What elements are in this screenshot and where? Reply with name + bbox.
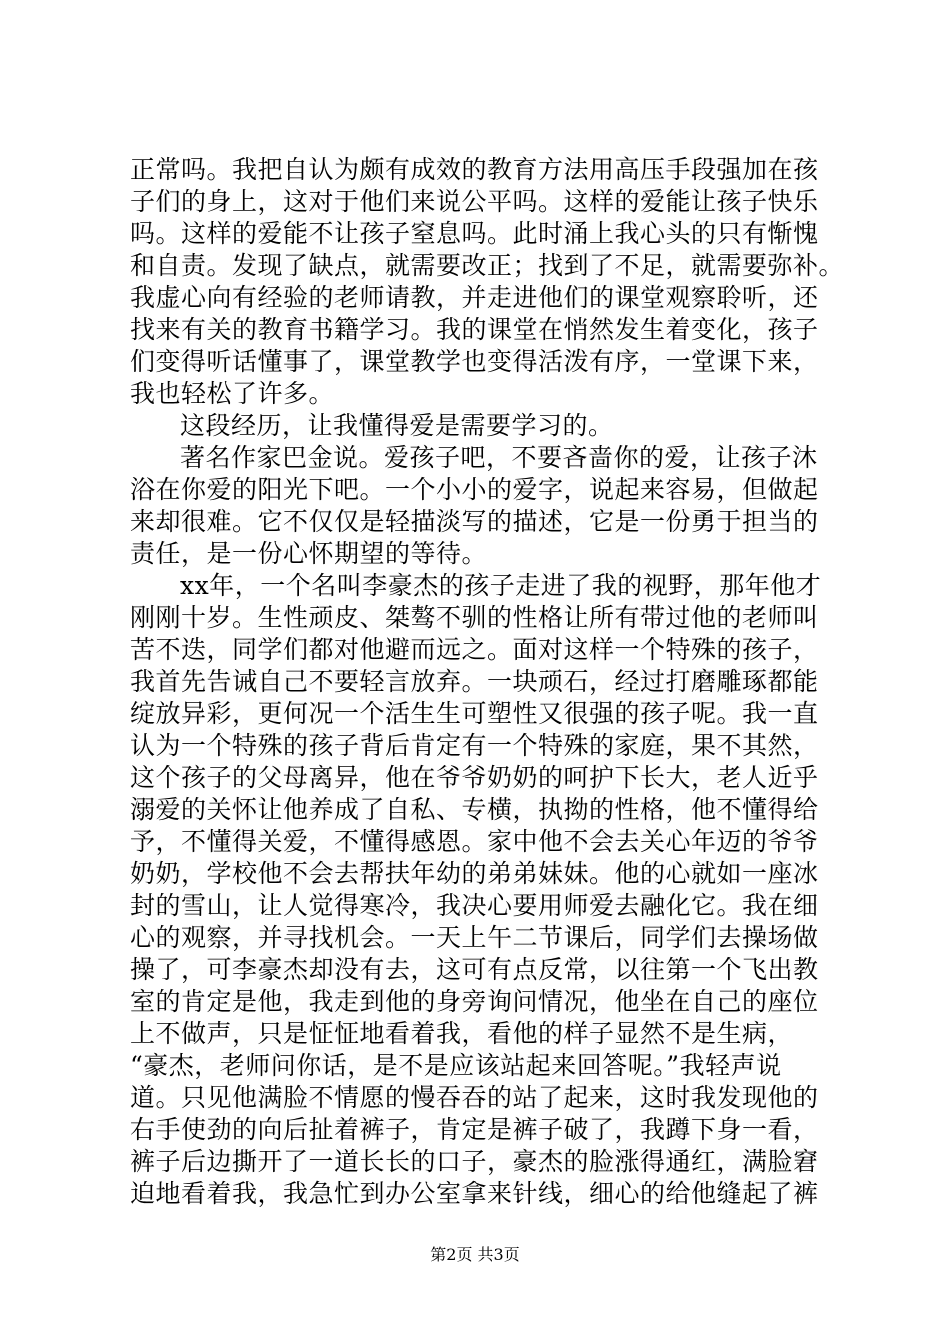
text-line: “豪杰，老师问你话，是不是应该站起来回答呢。”我轻声说 — [130, 1051, 782, 1080]
text-line: 予，不懂得关爱，不懂得感恩。家中他不会去关心年迈的爷爷 — [130, 827, 819, 856]
body-text — [130, 154, 850, 1210]
paragraph-start-line: xx年，一个名叫李豪杰的孩子走进了我的视野，那年他才 — [180, 571, 822, 600]
text-line: 奶奶，学校他不会去帮扶年幼的弟弟妹妹。他的心就如一座冰 — [130, 859, 819, 888]
text-line: 绽放异彩，更何况一个活生生可塑性又很强的孩子呢。我一直 — [130, 699, 819, 728]
page-footer: 第2页 共3页 — [430, 1245, 520, 1264]
text-line: 上不做声，只是怔怔地看着我，看他的样子显然不是生病， — [130, 1019, 794, 1048]
text-line: 来却很难。它不仅仅是轻描淡写的描述，它是一份勇于担当的 — [130, 507, 819, 536]
text-line: 我虚心向有经验的老师请教，并走进他们的课堂观察聆听，还 — [130, 283, 819, 312]
text-line: 认为一个特殊的孩子背后肯定有一个特殊的家庭，果不其然， — [130, 731, 819, 760]
paragraph-start-line: 著名作家巴金说。爱孩子吧，不要吝啬你的爱，让孩子沐 — [180, 443, 818, 472]
text-line: 右手使劲的向后扯着裤子，肯定是裤子破了，我蹲下身一看， — [130, 1115, 819, 1144]
text-line: 刚刚十岁。生性顽皮、桀骜不驯的性格让所有带过他的老师叫 — [130, 603, 819, 632]
text-line: 找来有关的教育书籍学习。我的课堂在悄然发生着变化，孩子 — [130, 315, 819, 344]
text-line: 操了，可李豪杰却没有去，这可有点反常，以往第一个飞出教 — [130, 955, 819, 984]
text-line: 们变得听话懂事了，课堂教学也变得活泼有序，一堂课下来， — [130, 347, 819, 376]
text-line: 吗。这样的爱能不让孩子窒息吗。此时涌上我心头的只有惭愧 — [130, 219, 819, 248]
text-line: 我首先告诫自己不要轻言放弃。一块顽石，经过打磨雕琢都能 — [130, 667, 819, 696]
text-line: 正常吗。我把自认为颇有成效的教育方法用高压手段强加在孩 — [130, 155, 819, 184]
text-line: 和自责。发现了缺点，就需要改正；找到了不足，就需要弥补。 — [130, 251, 845, 280]
text-line: 苦不迭，同学们都对他避而远之。面对这样一个特殊的孩子， — [130, 635, 819, 664]
text-line: 封的雪山，让人觉得寒冷，我决心要用师爱去融化它。我在细 — [130, 891, 819, 920]
text-line: 室的肯定是他，我走到他的身旁询问情况，他坐在自己的座位 — [130, 987, 819, 1016]
text-line: 溺爱的关怀让他养成了自私、专横，执拗的性格，他不懂得给 — [130, 795, 819, 824]
text-line: 迫地看着我，我急忙到办公室拿来针线，细心的给他缝起了裤 — [130, 1179, 819, 1208]
text-line: 我也轻松了许多。 — [130, 379, 335, 408]
text-line: 责任，是一份心怀期望的等待。 — [130, 539, 488, 568]
paragraph-start-line: 这段经历，让我懂得爱是需要学习的。 — [180, 411, 614, 440]
text-line: 子们的身上，这对于他们来说公平吗。这样的爱能让孩子快乐 — [130, 187, 819, 216]
text-line: 浴在你爱的阳光下吧。一个小小的爱字，说起来容易，但做起 — [130, 475, 819, 504]
text-line: 道。只见他满脸不情愿的慢吞吞的站了起来，这时我发现他的 — [130, 1083, 819, 1112]
text-line: 裤子后边撕开了一道长长的口子，豪杰的脸涨得通红，满脸窘 — [130, 1147, 819, 1176]
text-line: 心的观察，并寻找机会。一天上午二节课后，同学们去操场做 — [130, 923, 819, 952]
text-line: 这个孩子的父母离异，他在爷爷奶奶的呵护下长大，老人近乎 — [130, 763, 819, 792]
